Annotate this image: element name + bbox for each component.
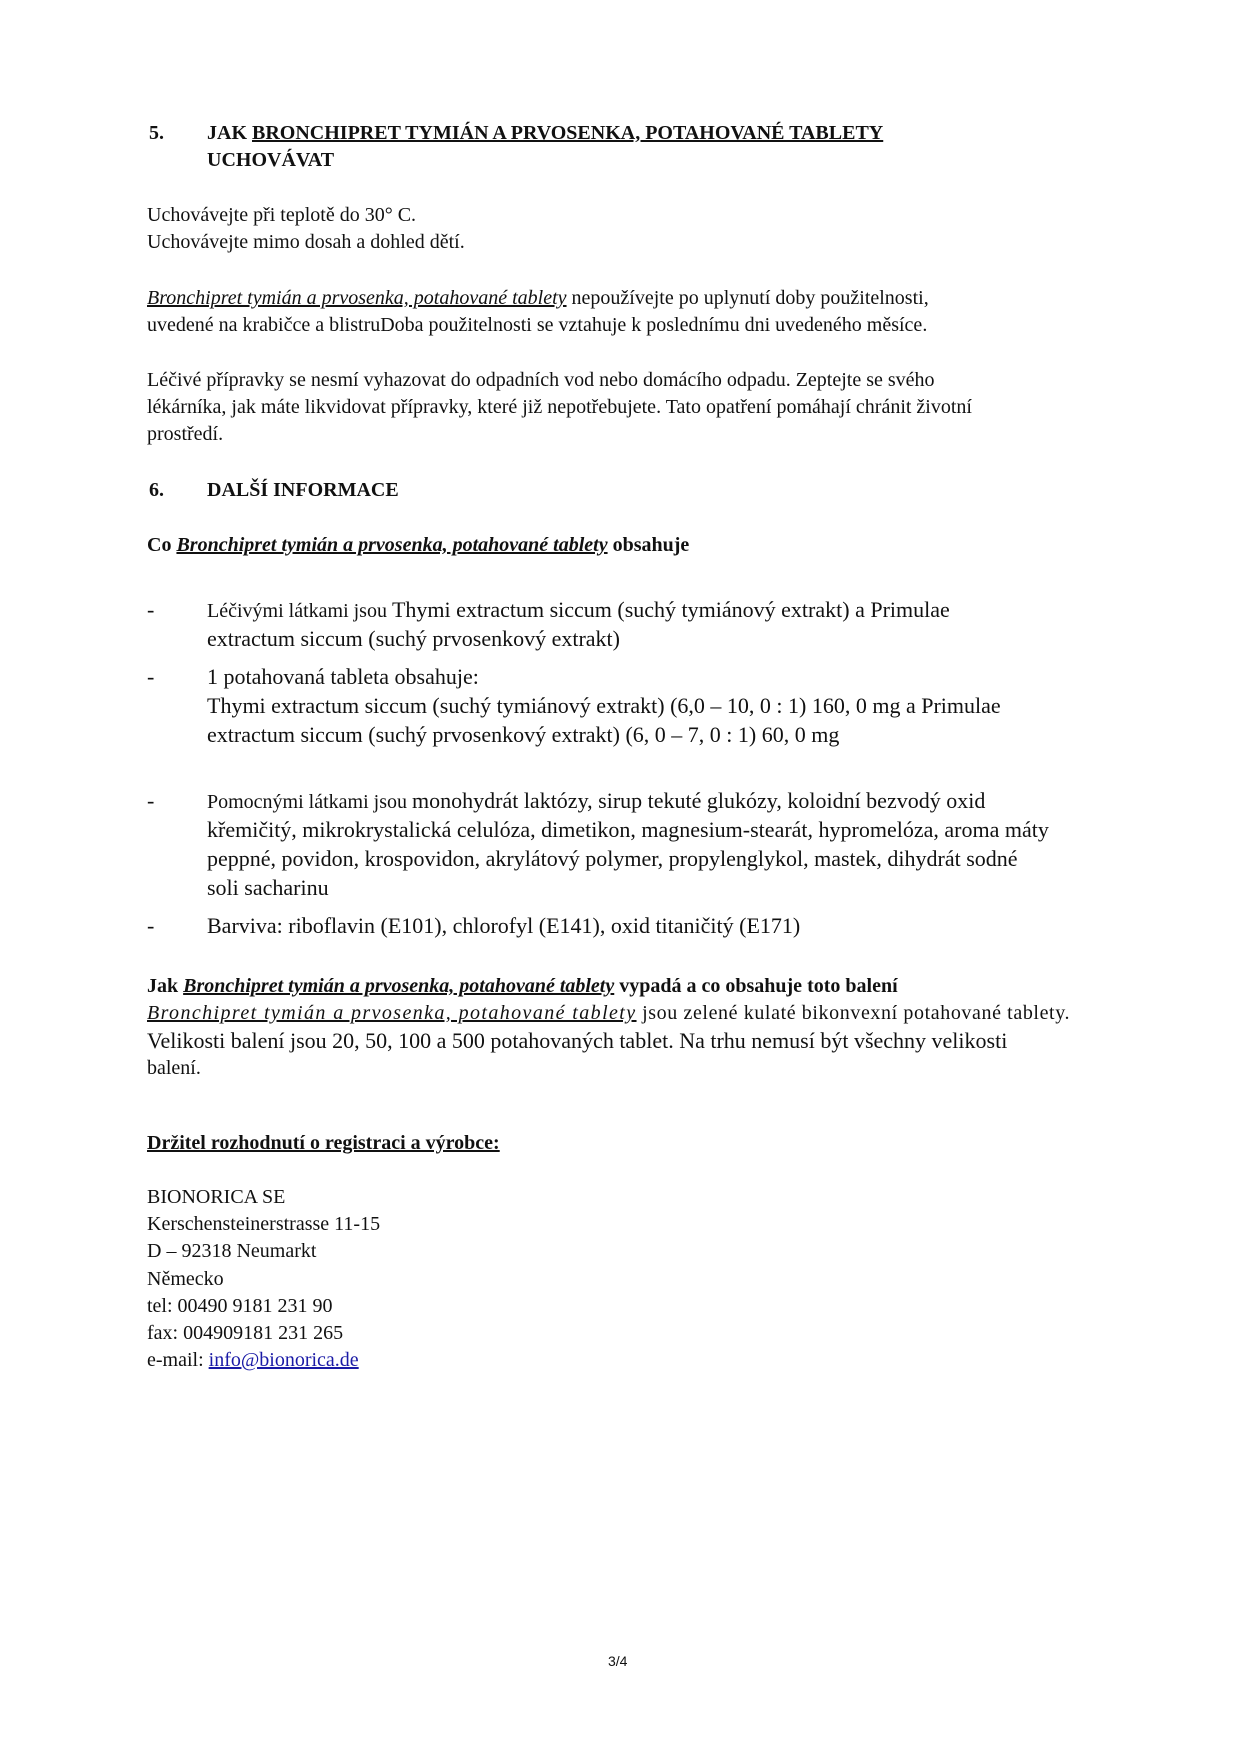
section-6-title: DALŠÍ INFORMACE xyxy=(207,479,399,501)
appearance-text-1: jsou zelené kulaté bikonvexní potahované tablety. xyxy=(636,1002,1071,1024)
section-5-number: 5. xyxy=(149,122,164,144)
appearance-suffix: vypadá a co obsahuje toto balení xyxy=(614,975,898,997)
section-5-title-prefix: JAK xyxy=(207,122,252,144)
bullet-marker-2: - xyxy=(147,664,155,689)
holder-tel: tel: 00490 9181 231 90 xyxy=(147,1295,333,1317)
appearance-line-1 xyxy=(147,1000,1153,1027)
holder-email-line xyxy=(147,1347,359,1374)
bullet-4-line-1: Barviva: riboflavin (E101), chlorofyl (E141), oxid titaničitý (E171) xyxy=(207,913,801,938)
holder-company: BIONORICA SE xyxy=(147,1186,286,1208)
bullet-3-line-4: soli sacharinu xyxy=(207,875,329,900)
bullet-3-line-3: pepрné, povidon, krospovidon, akrylátový polymer, propylenglykol, mastek, dihydrát sodné xyxy=(207,846,1018,871)
holder-country: Německo xyxy=(147,1268,224,1290)
appearance-product-name: Bronchipret tymián a prvosenka, potahované tablety xyxy=(183,975,615,997)
disposal-line-3: prostředí. xyxy=(147,423,224,445)
expiry-line-1 xyxy=(147,285,929,312)
bullet-3-lead: Pomocnými látkami jsou xyxy=(207,791,412,813)
expiry-line-2: uvedené na krabičce a blistruDoba použitelnosti se vztahuje k poslednímu dni uvedeného měsíce. xyxy=(147,314,928,336)
bullet-3-text-1: monohydrát laktózy, sirup tekuté glukózy, koloidní bezvodý oxid xyxy=(412,788,986,813)
expiry-product-name: Bronchipret tymián a prvosenka, potahované tablety xyxy=(147,287,567,309)
bullet-1-line-1 xyxy=(207,595,950,626)
holder-heading: Držitel rozhodnutí o registraci a výrobce: xyxy=(147,1132,500,1154)
holder-email-label: e-mail: xyxy=(147,1349,209,1371)
bullet-1-text-1: Thymi extractum siccum (suchý tymiánový extrakt) a Primulae xyxy=(391,597,950,622)
bullet-1-lead: Léčivými látkami jsou xyxy=(207,600,392,622)
section-5-title-line-2: UCHOVÁVAT xyxy=(207,149,335,171)
bullet-marker-3: - xyxy=(147,788,155,813)
holder-city: D – 92318 Neumarkt xyxy=(147,1240,317,1262)
appearance-prefix: Jak xyxy=(147,975,184,997)
bullet-3-line-1 xyxy=(207,786,985,817)
contains-subheading xyxy=(147,532,689,559)
bullet-1-line-2: extractum siccum (suchý prvosenkový extrakt) xyxy=(207,626,620,651)
bullet-3-line-2: křemičitý, mikrokrystalická celulóza, dimetikon, magnesium-stearát, hypromelóza, aroma máty xyxy=(207,817,1049,842)
section-5-title-product: BRONCHIPRET TYMIÁN A PRVOSENKA, POTAHOVANÉ TABLETY xyxy=(252,122,884,144)
appearance-line-3: balení. xyxy=(147,1057,201,1079)
appearance-subheading xyxy=(147,973,898,1000)
holder-street: Kerschensteinerstrasse 11-15 xyxy=(147,1213,381,1235)
section-5-title-line-1 xyxy=(207,120,883,147)
appearance-product-name-2: Bronchipret tymián a prvosenka, potahované tablety xyxy=(147,1002,637,1024)
storage-children-text: Uchovávejte mimo dosah a dohled dětí. xyxy=(147,231,465,253)
expiry-text-1: nepoužívejte po uplynutí doby použitelnosti, xyxy=(566,287,929,309)
bullet-2-line-1: 1 potahovaná tableta obsahuje: xyxy=(207,664,479,689)
holder-fax: fax: 004909181 231 265 xyxy=(147,1322,344,1344)
bullet-marker-4: - xyxy=(147,913,155,938)
contains-suffix: obsahuje xyxy=(607,534,690,556)
bullet-marker-1: - xyxy=(147,597,155,622)
bullet-2-line-3: extractum siccum (suchý prvosenkový extrakt) (6, 0 – 7, 0 : 1) 60, 0 mg xyxy=(207,722,840,747)
section-6-number: 6. xyxy=(149,479,164,501)
appearance-text-2: Velikosti balení jsou 20, 50, 100 a 500 potahovaných tablet. Na trhu nemusí být všechny velikosti xyxy=(147,1028,1008,1053)
disposal-line-1: Léčivé přípravky se nesmí vyhazovat do odpadních vod nebo domácího odpadu. Zeptejte se svého xyxy=(147,369,935,391)
holder-email-link[interactable]: info@bionorica.de xyxy=(208,1349,359,1371)
contains-product-name: Bronchipret tymián a prvosenka, potahované tablety xyxy=(176,534,608,556)
page-number: 3/4 xyxy=(608,1653,628,1669)
storage-temperature-text: Uchovávejte při teplotě do 30° C. xyxy=(147,204,417,226)
bullet-2-line-2: Thymi extractum siccum (suchý tymiánový extrakt) (6,0 – 10, 0 : 1) 160, 0 mg a Primulae xyxy=(207,693,1001,718)
contains-prefix: Co xyxy=(147,534,177,556)
appearance-line-2 xyxy=(147,1027,1007,1056)
disposal-line-2: lékárníka, jak máte likvidovat přípravky, které již nepotřebujete. Tato opatření pomáhají chránit životní xyxy=(147,396,972,418)
